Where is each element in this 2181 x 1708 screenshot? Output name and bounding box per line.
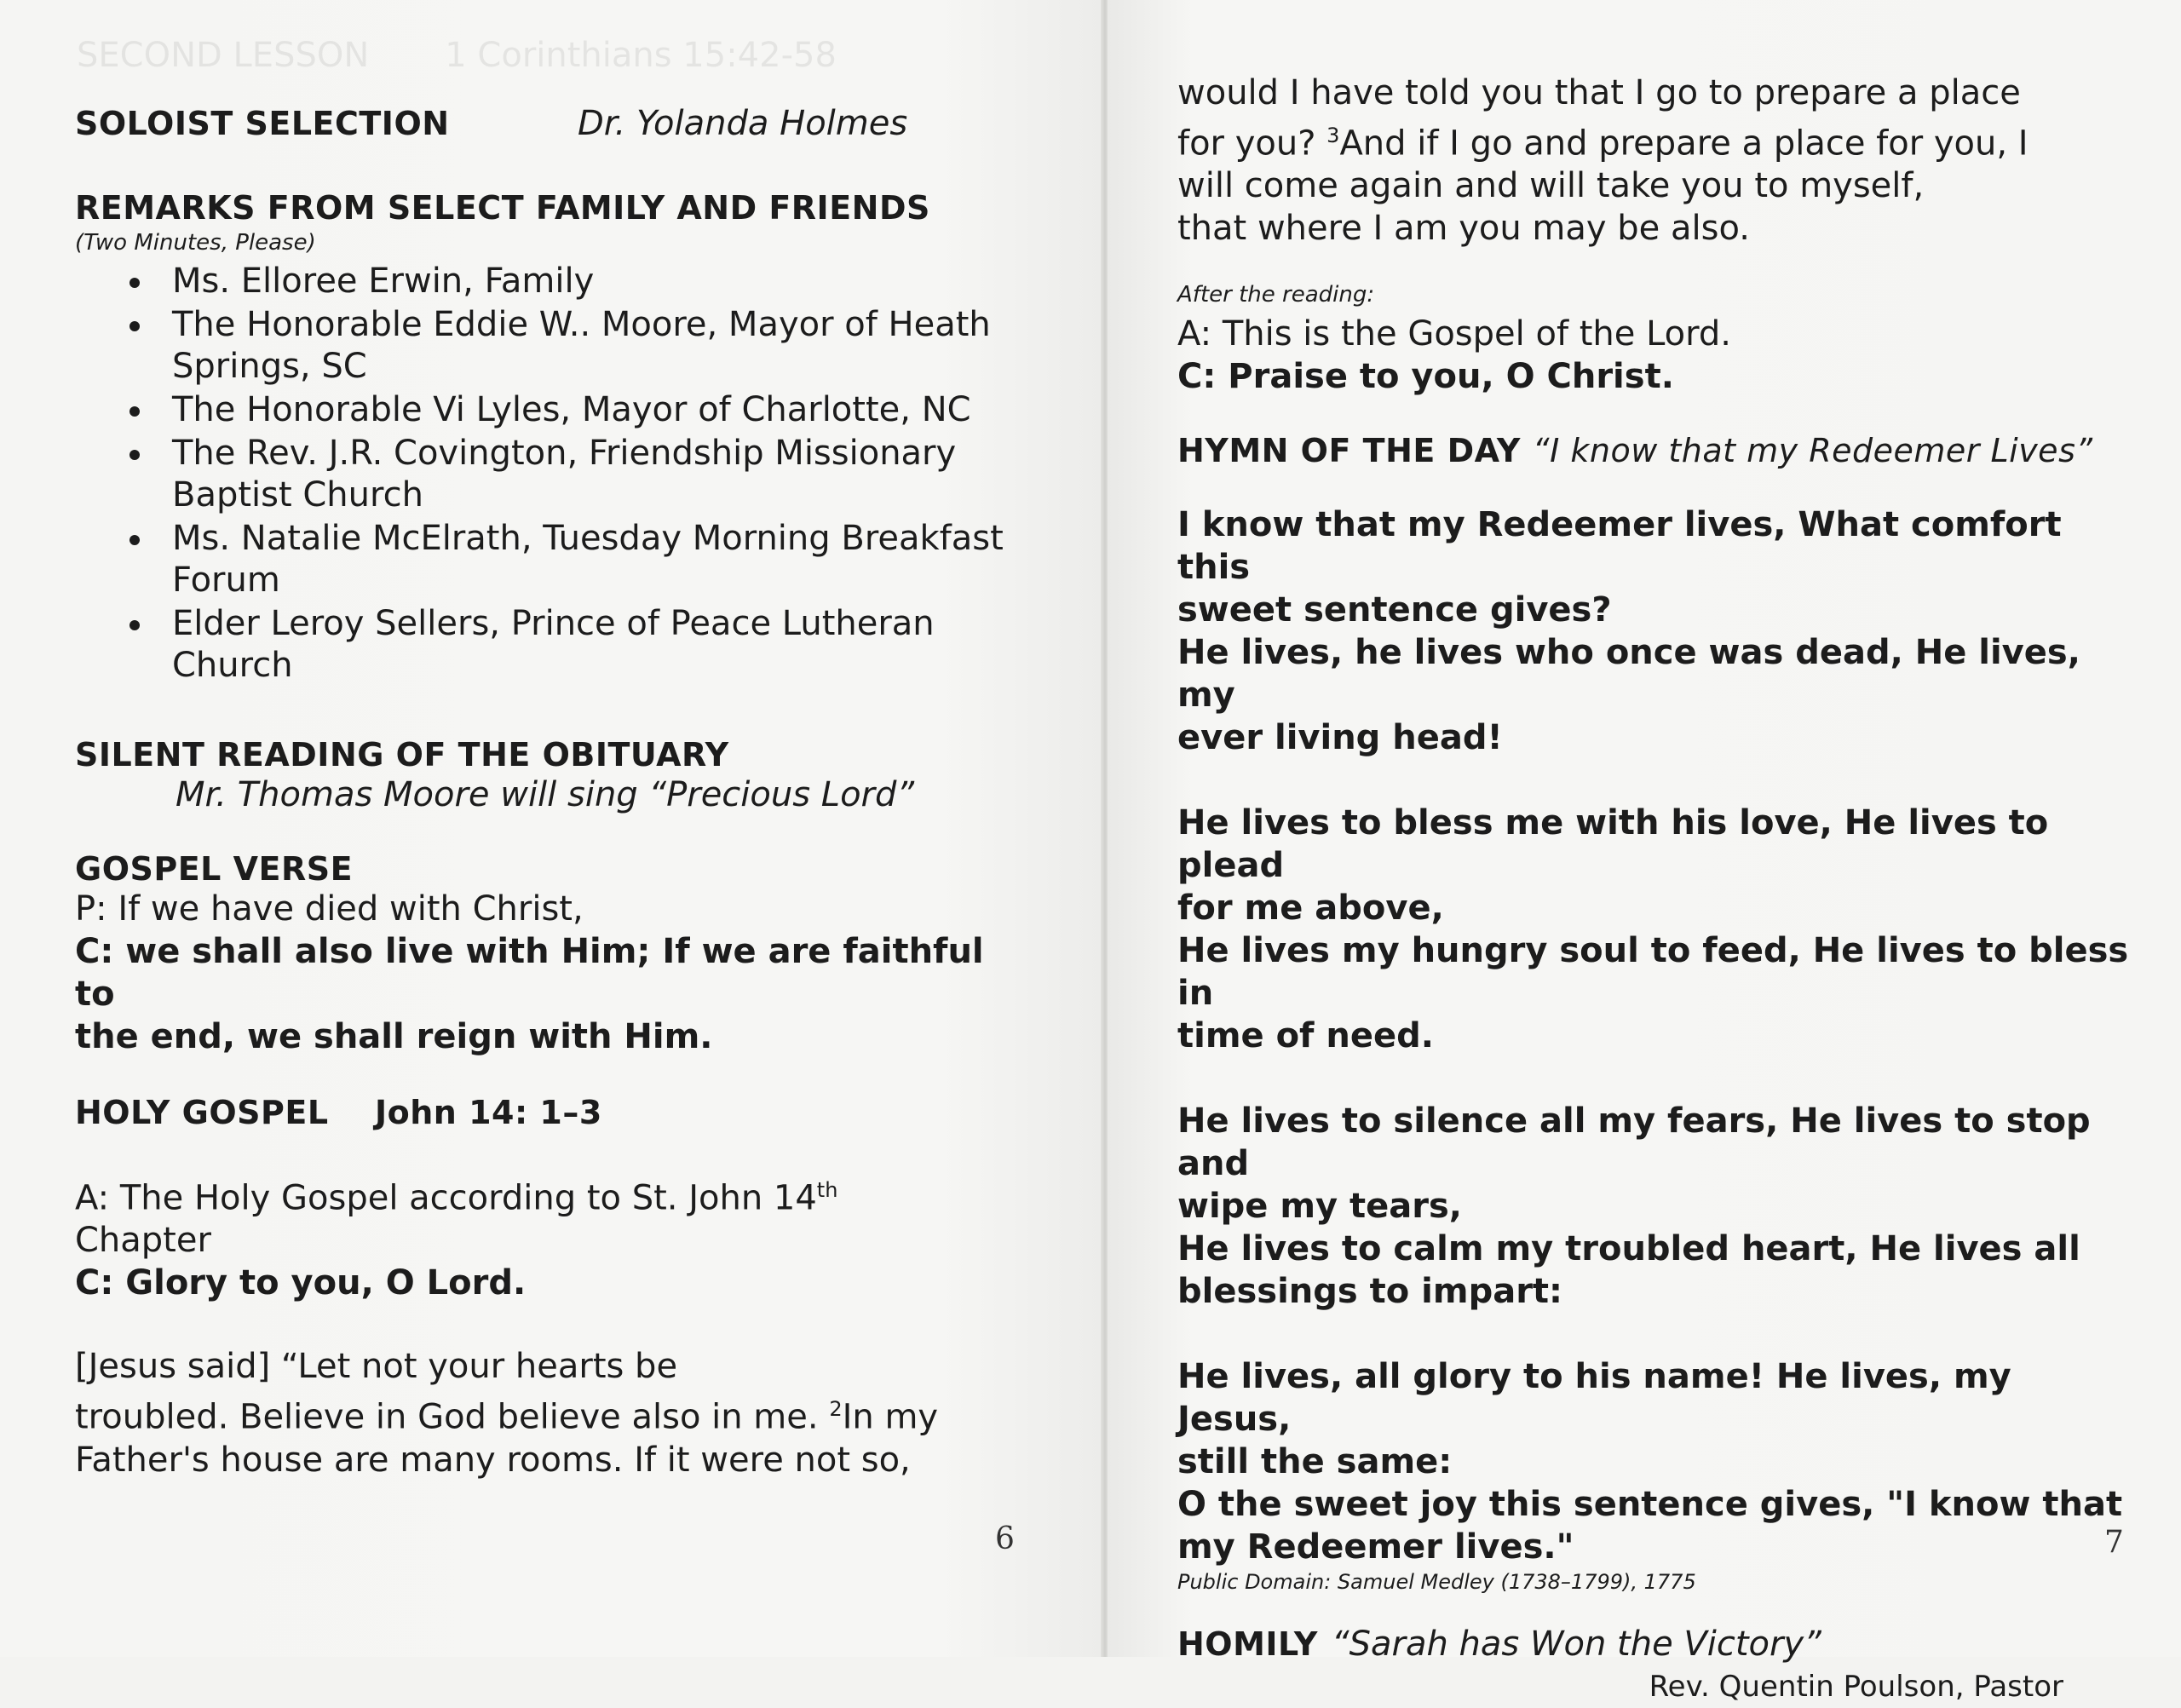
gospel-verse-p: P: If we have died with Christ, [75,889,584,929]
reading-line-3: Father's house are many rooms. If it were not so, [75,1440,911,1480]
holy-gospel-reference: John 14: 1–3 [375,1094,602,1131]
hymn-line: O the sweet joy this sentence gives, "I know that [1177,1485,2123,1525]
holy-gospel-header [75,1094,1021,1131]
hymn-heading: HYMN OF THE DAY [1177,432,1521,470]
gospel-announce-cont: Chapter [75,1221,211,1261]
left-page [0,0,1104,1657]
list-item: Elder Leroy Sellers, Prince of Peace Lutheran Church [123,603,1021,687]
hymn-header [1177,432,2132,469]
hymn-line: He lives to bless me with his love, He lives to plead [1177,803,2049,886]
hymn-line: He lives to calm my troubled heart, He lives all [1177,1229,2080,1269]
hymn-line: ever living head! [1177,718,1503,758]
list-item: Ms. Natalie McElrath, Tuesday Morning Breakfast Forum [123,518,1021,601]
hymn-line: He lives to silence all my fears, He lives to stop and [1177,1101,2091,1184]
hymn-line: blessings to impart: [1177,1272,1563,1312]
page-number-right: 7 [2104,1525,2124,1560]
hymn-line: time of need. [1177,1016,1434,1056]
reading-line-1: [Jesus said] “Let not your hearts be [75,1347,678,1387]
reading-cont-2 [1177,114,2132,164]
hymn-line: He lives my hungry soul to feed, He lives to bless in [1177,931,2129,1014]
soloist-section [75,102,1021,145]
remarks-heading: REMARKS FROM SELECT FAMILY AND FRIENDS [75,189,930,227]
after-reading-c: C: Praise to you, O Christ. [1177,357,1674,397]
obituary-heading: SILENT READING OF THE OBITUARY [75,736,729,773]
hymn-line: still the same: [1177,1442,1453,1482]
verse-number: 2 [829,1397,843,1422]
hymn-title: “I know that my Redeemer Lives” [1532,432,2093,470]
list-item: The Honorable Vi Lyles, Mayor of Charlotte, NC [123,389,1021,431]
soloist-heading: SOLOIST SELECTION [75,105,450,142]
reading-cont-3: will come again and will take you to myself, [1177,166,1925,206]
gospel-verse-c1: C: we shall also live with Him; If we are faithful to [75,932,984,1014]
reading-cont-2a: for you? [1177,124,1327,164]
hymn-stanza-1 [1177,503,2132,759]
homily-preacher: Rev. Quentin Poulson, Pastor [1649,1670,2063,1705]
list-item: The Rev. J.R. Covington, Friendship Missionary Baptist Church [123,433,1021,516]
soloist-name: Dr. Yolanda Holmes [578,104,908,143]
right-page [1108,0,2181,1705]
page-number-left: 6 [995,1521,1015,1556]
remarks-note: (Two Minutes, Please) [75,230,316,256]
reading-cont-2b: And if I go and prepare a place for you, I [1339,124,2029,164]
hymn-line: my Redeemer lives." [1177,1527,1574,1567]
gospel-announce [75,1169,1021,1219]
gospel-verse-heading: GOSPEL VERSE [75,850,354,888]
reading-cont-4: that where I am you may be also. [1177,209,1750,249]
hymn-line: I know that my Redeemer lives, What comfort this [1177,505,2062,588]
hymn-credit: Public Domain: Samuel Medley (1738–1799), 1775 [1177,1570,1696,1595]
verse-number: 3 [1326,124,1340,147]
obituary-text: Mr. Thomas Moore will sing “Precious Lord” [176,775,915,814]
holy-gospel-heading: HOLY GOSPEL [75,1094,329,1131]
left-page-content [75,102,1021,1481]
gospel-response: C: Glory to you, O Lord. [75,1263,527,1303]
gospel-verse-c2: the end, we shall reign with Him. [75,1017,713,1056]
hymn-line: wipe my tears, [1177,1187,1463,1227]
homily-heading: HOMILY [1177,1625,1318,1664]
reading-line-2 [75,1388,1021,1438]
hymn-line: sweet sentence gives? [1177,590,1612,630]
after-reading-note: After the reading: [1177,282,1375,308]
reading-line-2b: In my [842,1397,939,1437]
bleed-through-text: SECOND LESSON 1 Corinthians 15:42-58 [77,36,837,75]
hymn-stanza-4 [1177,1355,2132,1568]
after-reading-a: A: This is the Gospel of the Lord. [1177,314,1731,354]
reading-cont-1: would I have told you that I go to prepare a place [1177,73,2021,112]
hymn-line: He lives, all glory to his name! He lives, my Jesus, [1177,1357,2011,1440]
list-item: Ms. Elloree Erwin, Family [123,261,1021,302]
gospel-announce-text: A: The Holy Gospel according to St. John 14 [75,1178,817,1218]
hymn-line: for me above, [1177,889,1444,929]
right-page-content [1177,72,2132,1708]
gospel-announce-sup: th [816,1178,838,1202]
remarks-list [123,261,1021,687]
list-item: The Honorable Eddie W.. Moore, Mayor of Heath Springs, SC [123,304,1021,388]
homily-header [1177,1623,2132,1665]
hymn-stanza-3 [1177,1100,2132,1313]
hymn-stanza-2 [1177,802,2132,1057]
reading-line-2a: troubled. Believe in God believe also in me. [75,1397,830,1437]
homily-title: “Sarah has Won the Victory” [1331,1625,1821,1665]
hymn-line: He lives, he lives who once was dead, He lives, my [1177,633,2080,716]
